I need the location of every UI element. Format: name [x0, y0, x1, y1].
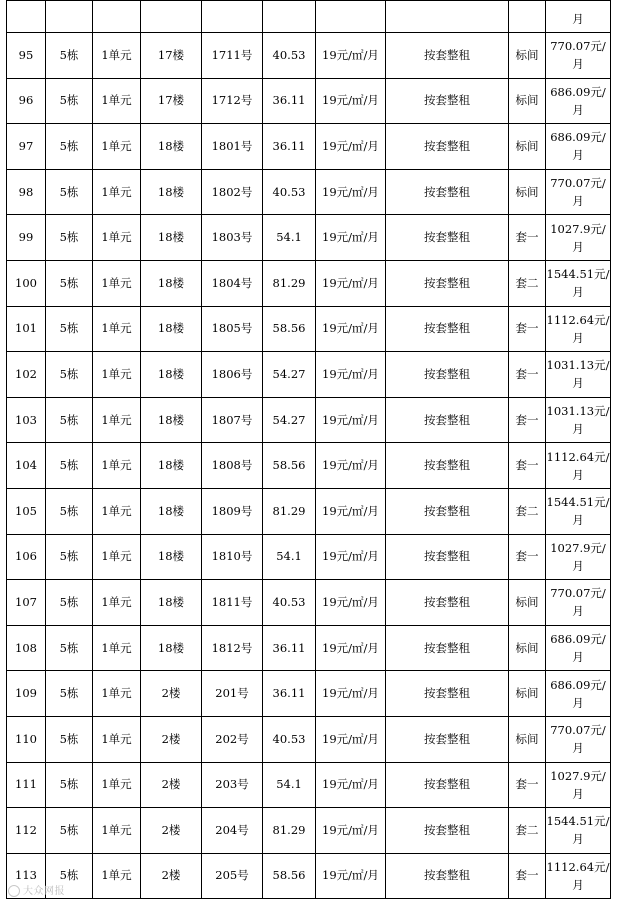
cell-room: 1805号 — [202, 306, 263, 352]
cell-type: 标间 — [509, 169, 546, 215]
table-row — [7, 443, 611, 489]
cell-no: 106 — [7, 534, 46, 580]
table-row — [7, 488, 611, 534]
cell-building: 5栋 — [46, 33, 93, 79]
cell-floor: 18楼 — [141, 488, 202, 534]
cell-room: 1711号 — [202, 33, 263, 79]
cell-building: 5栋 — [46, 169, 93, 215]
cell-floor: 18楼 — [141, 443, 202, 489]
cell-unit: 1单元 — [93, 716, 141, 762]
cell-type: 套一 — [509, 853, 546, 899]
cell-price — [546, 169, 611, 215]
cell-no: 110 — [7, 716, 46, 762]
cell-type: 套二 — [509, 488, 546, 534]
cell-area: 36.11 — [263, 124, 316, 170]
cell-room: 1810号 — [202, 534, 263, 580]
cell-floor: 18楼 — [141, 625, 202, 671]
cell-room: 205号 — [202, 853, 263, 899]
cell-mode: 按套整租 — [386, 580, 509, 626]
cell-price — [546, 33, 611, 79]
price-line-1: 1112.64元/ — [546, 859, 610, 874]
price-line-1: 770.07元/ — [550, 39, 606, 54]
cell-price — [546, 808, 611, 854]
cell-area: 54.1 — [263, 215, 316, 261]
cell-room: 1801号 — [202, 124, 263, 170]
table-row — [7, 808, 611, 854]
price-line-1: 686.09元/ — [550, 677, 606, 692]
cell-area: 54.1 — [263, 534, 316, 580]
cell-floor: 18楼 — [141, 580, 202, 626]
cell-area: 36.11 — [263, 671, 316, 717]
cell-building: 5栋 — [46, 78, 93, 124]
cell-type: 标间 — [509, 78, 546, 124]
cell-price — [546, 716, 611, 762]
cell-room: 1812号 — [202, 625, 263, 671]
table-row — [7, 215, 611, 261]
cell-rate: 19元/㎡/月 — [316, 124, 386, 170]
cell-unit: 1单元 — [93, 762, 141, 808]
cell-unit: 1单元 — [93, 215, 141, 261]
cell-floor — [141, 1, 202, 33]
cell-mode: 按套整租 — [386, 808, 509, 854]
cell-floor: 18楼 — [141, 215, 202, 261]
price-line-2: 月 — [572, 650, 584, 665]
cell-floor: 18楼 — [141, 534, 202, 580]
cell-mode: 按套整租 — [386, 352, 509, 398]
cell-type: 套二 — [509, 260, 546, 306]
price-line-1: 1544.51元/ — [546, 495, 610, 510]
cell-no: 101 — [7, 306, 46, 352]
cell-type: 套二 — [509, 808, 546, 854]
cell-room: 1803号 — [202, 215, 263, 261]
cell-type: 套一 — [509, 762, 546, 808]
rental-table — [6, 0, 611, 899]
cell-no: 108 — [7, 625, 46, 671]
cell-rate: 19元/㎡/月 — [316, 352, 386, 398]
price-line-1: 1544.51元/ — [546, 267, 610, 282]
cell-type: 套一 — [509, 215, 546, 261]
cell-no: 102 — [7, 352, 46, 398]
cell-building: 5栋 — [46, 625, 93, 671]
cell-room: 1802号 — [202, 169, 263, 215]
cell-area: 40.53 — [263, 716, 316, 762]
cell-area: 58.56 — [263, 443, 316, 489]
cell-type: 标间 — [509, 716, 546, 762]
table-row — [7, 260, 611, 306]
cell-building: 5栋 — [46, 762, 93, 808]
cell-rate: 19元/㎡/月 — [316, 625, 386, 671]
price-line-2: 月 — [572, 376, 584, 391]
cell-type: 标间 — [509, 625, 546, 671]
price-line-1: 686.09元/ — [550, 84, 606, 99]
cell-type: 套一 — [509, 443, 546, 489]
cell-building: 5栋 — [46, 443, 93, 489]
cell-building: 5栋 — [46, 488, 93, 534]
price-line-1: 1112.64元/ — [546, 449, 610, 464]
price-line-1: 686.09元/ — [550, 130, 606, 145]
cell-no: 105 — [7, 488, 46, 534]
cell-mode: 按套整租 — [386, 260, 509, 306]
cell-mode: 按套整租 — [386, 716, 509, 762]
cell-floor: 18楼 — [141, 169, 202, 215]
table-row — [7, 625, 611, 671]
price-line-1: 1027.9元/ — [550, 768, 606, 783]
cell-price — [546, 352, 611, 398]
cell-building: 5栋 — [46, 397, 93, 443]
cell-area — [263, 1, 316, 33]
table-row — [7, 33, 611, 79]
cell-mode: 按套整租 — [386, 397, 509, 443]
cell-floor: 17楼 — [141, 33, 202, 79]
cell-no: 97 — [7, 124, 46, 170]
cell-floor: 2楼 — [141, 671, 202, 717]
price-line-1: 1027.9元/ — [550, 540, 606, 555]
cell-type: 套一 — [509, 352, 546, 398]
cell-no — [7, 1, 46, 33]
cell-building: 5栋 — [46, 534, 93, 580]
cell-no: 96 — [7, 78, 46, 124]
cell-price — [546, 306, 611, 352]
cell-price — [546, 534, 611, 580]
cell-type: 套一 — [509, 534, 546, 580]
cell-area: 58.56 — [263, 853, 316, 899]
cell-price — [546, 671, 611, 717]
cell-floor: 18楼 — [141, 124, 202, 170]
cell-room: 1804号 — [202, 260, 263, 306]
cell-room: 1806号 — [202, 352, 263, 398]
price-line-2: 月 — [572, 877, 584, 892]
price-line-2: 月 — [572, 102, 584, 117]
cell-rate: 19元/㎡/月 — [316, 488, 386, 534]
cell-building — [46, 1, 93, 33]
table-row — [7, 124, 611, 170]
cell-price — [546, 124, 611, 170]
table-row — [7, 169, 611, 215]
price-line-2: 月 — [572, 513, 584, 528]
cell-floor: 2楼 — [141, 808, 202, 854]
cell-no: 113 — [7, 853, 46, 899]
cell-mode: 按套整租 — [386, 33, 509, 79]
cell-price — [546, 443, 611, 489]
cell-building: 5栋 — [46, 306, 93, 352]
cell-rate: 19元/㎡/月 — [316, 215, 386, 261]
cell-mode: 按套整租 — [386, 488, 509, 534]
cell-unit: 1单元 — [93, 124, 141, 170]
cell-area: 81.29 — [263, 260, 316, 306]
table-row — [7, 580, 611, 626]
price-line-1: 1027.9元/ — [550, 221, 606, 236]
cell-mode: 按套整租 — [386, 443, 509, 489]
cell-area: 54.27 — [263, 352, 316, 398]
cell-unit: 1单元 — [93, 534, 141, 580]
price-line-1: 1112.64元/ — [546, 312, 610, 327]
cell-rate: 19元/㎡/月 — [316, 443, 386, 489]
cell-area: 36.11 — [263, 625, 316, 671]
price-line-1: 1031.13元/ — [546, 404, 610, 419]
cell-unit: 1单元 — [93, 580, 141, 626]
cell-rate: 19元/㎡/月 — [316, 33, 386, 79]
cell-mode: 按套整租 — [386, 762, 509, 808]
cell-price — [546, 78, 611, 124]
price-line-1: 770.07元/ — [550, 176, 606, 191]
cell-unit: 1单元 — [93, 260, 141, 306]
cell-unit: 1单元 — [93, 443, 141, 489]
cell-type: 套一 — [509, 397, 546, 443]
price-line-2: 月 — [572, 604, 584, 619]
price-line-2: 月 — [572, 832, 584, 847]
cell-type: 标间 — [509, 580, 546, 626]
price-line-2: 月 — [572, 741, 584, 756]
cell-mode: 按套整租 — [386, 625, 509, 671]
cell-floor: 2楼 — [141, 762, 202, 808]
cell-mode: 按套整租 — [386, 306, 509, 352]
cell-no: 95 — [7, 33, 46, 79]
cell-building: 5栋 — [46, 352, 93, 398]
cell-price — [546, 762, 611, 808]
cell-area: 54.1 — [263, 762, 316, 808]
price-line-2: 月 — [572, 786, 584, 801]
cell-price — [546, 260, 611, 306]
watermark-logo-icon — [8, 885, 20, 897]
cell-room — [202, 1, 263, 33]
cell-no: 103 — [7, 397, 46, 443]
cell-rate: 19元/㎡/月 — [316, 534, 386, 580]
cell-rate: 19元/㎡/月 — [316, 762, 386, 808]
price-line-2: 月 — [572, 57, 584, 72]
cell-building: 5栋 — [46, 124, 93, 170]
cell-building: 5栋 — [46, 580, 93, 626]
cell-unit: 1单元 — [93, 625, 141, 671]
price-line-2: 月 — [572, 194, 584, 209]
price-line-2: 月 — [572, 422, 584, 437]
table-row — [7, 762, 611, 808]
price-tail: 月 — [572, 12, 584, 26]
cell-unit: 1单元 — [93, 306, 141, 352]
price-line-1: 1544.51元/ — [546, 814, 610, 829]
price-line-2: 月 — [572, 467, 584, 482]
cell-rate: 19元/㎡/月 — [316, 169, 386, 215]
cell-no: 104 — [7, 443, 46, 489]
cell-mode: 按套整租 — [386, 124, 509, 170]
cell-no: 98 — [7, 169, 46, 215]
cell-mode: 按套整租 — [386, 78, 509, 124]
cell-room: 201号 — [202, 671, 263, 717]
cell-floor: 18楼 — [141, 260, 202, 306]
cell-building: 5栋 — [46, 853, 93, 899]
cell-rate — [316, 1, 386, 33]
cell-price — [546, 580, 611, 626]
cell-price — [546, 625, 611, 671]
cell-mode: 按套整租 — [386, 215, 509, 261]
cell-mode: 按套整租 — [386, 534, 509, 580]
table-row — [7, 397, 611, 443]
cell-room: 1809号 — [202, 488, 263, 534]
cell-building: 5栋 — [46, 671, 93, 717]
cell-no: 107 — [7, 580, 46, 626]
cell-mode — [386, 1, 509, 33]
price-line-1: 770.07元/ — [550, 586, 606, 601]
price-line-2: 月 — [572, 285, 584, 300]
cell-unit: 1单元 — [93, 488, 141, 534]
cell-type: 套一 — [509, 306, 546, 352]
cell-type: 标间 — [509, 33, 546, 79]
cell-building: 5栋 — [46, 716, 93, 762]
cell-unit: 1单元 — [93, 169, 141, 215]
cell-price — [546, 488, 611, 534]
cell-room: 1712号 — [202, 78, 263, 124]
table-row-partial — [7, 1, 611, 33]
watermark — [8, 882, 65, 897]
cell-no: 112 — [7, 808, 46, 854]
price-line-2: 月 — [572, 695, 584, 710]
cell-building: 5栋 — [46, 215, 93, 261]
cell-rate: 19元/㎡/月 — [316, 853, 386, 899]
table-row — [7, 671, 611, 717]
cell-floor: 17楼 — [141, 78, 202, 124]
table-row — [7, 306, 611, 352]
cell-unit: 1单元 — [93, 808, 141, 854]
cell-rate: 19元/㎡/月 — [316, 808, 386, 854]
cell-mode: 按套整租 — [386, 671, 509, 717]
price-line-2: 月 — [572, 239, 584, 254]
price-line-2: 月 — [572, 330, 584, 345]
cell-rate: 19元/㎡/月 — [316, 260, 386, 306]
cell-no: 99 — [7, 215, 46, 261]
cell-floor: 18楼 — [141, 397, 202, 443]
cell-building: 5栋 — [46, 260, 93, 306]
cell-unit: 1单元 — [93, 352, 141, 398]
table-row — [7, 534, 611, 580]
table-body — [7, 1, 611, 899]
table-row — [7, 78, 611, 124]
cell-floor: 18楼 — [141, 306, 202, 352]
rental-table-container — [6, 0, 611, 899]
cell-rate: 19元/㎡/月 — [316, 78, 386, 124]
cell-rate: 19元/㎡/月 — [316, 306, 386, 352]
cell-price — [546, 853, 611, 899]
cell-room: 1811号 — [202, 580, 263, 626]
cell-area: 40.53 — [263, 169, 316, 215]
cell-area: 81.29 — [263, 808, 316, 854]
cell-type: 标间 — [509, 671, 546, 717]
watermark-text: 大众网报 — [23, 886, 65, 897]
price-line-2: 月 — [572, 148, 584, 163]
cell-room: 1808号 — [202, 443, 263, 489]
cell-mode: 按套整租 — [386, 169, 509, 215]
cell-no: 109 — [7, 671, 46, 717]
cell-type: 标间 — [509, 124, 546, 170]
cell-building: 5栋 — [46, 808, 93, 854]
cell-room: 1807号 — [202, 397, 263, 443]
cell-area: 36.11 — [263, 78, 316, 124]
cell-price — [546, 1, 611, 33]
cell-unit: 1单元 — [93, 853, 141, 899]
cell-mode: 按套整租 — [386, 853, 509, 899]
price-line-1: 770.07元/ — [550, 723, 606, 738]
table-row — [7, 352, 611, 398]
cell-floor: 2楼 — [141, 853, 202, 899]
cell-rate: 19元/㎡/月 — [316, 397, 386, 443]
cell-room: 202号 — [202, 716, 263, 762]
cell-area: 81.29 — [263, 488, 316, 534]
price-line-1: 1031.13元/ — [546, 358, 610, 373]
cell-type — [509, 1, 546, 33]
cell-area: 58.56 — [263, 306, 316, 352]
cell-price — [546, 215, 611, 261]
cell-area: 40.53 — [263, 33, 316, 79]
cell-rate: 19元/㎡/月 — [316, 671, 386, 717]
cell-rate: 19元/㎡/月 — [316, 716, 386, 762]
cell-unit: 1单元 — [93, 397, 141, 443]
price-line-2: 月 — [572, 558, 584, 573]
cell-unit — [93, 1, 141, 33]
cell-floor: 2楼 — [141, 716, 202, 762]
cell-price — [546, 397, 611, 443]
cell-unit: 1单元 — [93, 33, 141, 79]
table-row — [7, 716, 611, 762]
cell-area: 40.53 — [263, 580, 316, 626]
cell-no: 100 — [7, 260, 46, 306]
cell-unit: 1单元 — [93, 671, 141, 717]
cell-room: 203号 — [202, 762, 263, 808]
cell-rate: 19元/㎡/月 — [316, 580, 386, 626]
cell-area: 54.27 — [263, 397, 316, 443]
cell-floor: 18楼 — [141, 352, 202, 398]
cell-no: 111 — [7, 762, 46, 808]
cell-unit: 1单元 — [93, 78, 141, 124]
table-row — [7, 853, 611, 899]
price-line-1: 686.09元/ — [550, 632, 606, 647]
cell-room: 204号 — [202, 808, 263, 854]
